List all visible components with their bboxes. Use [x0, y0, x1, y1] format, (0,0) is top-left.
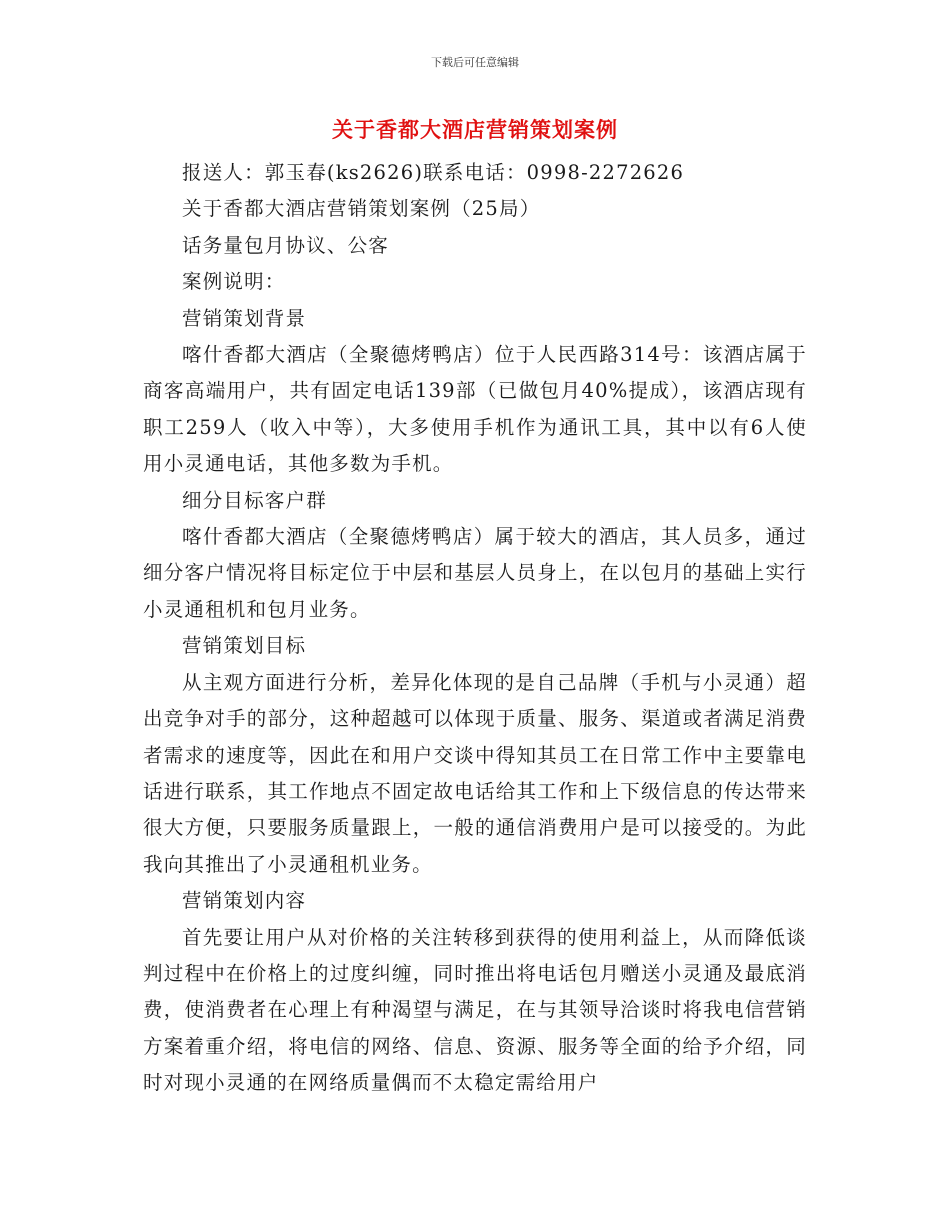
body-paragraph: 从主观方面进行分析，差异化体现的是自己品牌（手机与小灵通）超出竞争对手的部分，这种超越可以体现于质量、服务、渠道或者满足消费者需求的速度等，因此在和用户交谈中得知其员工在日常工作中主要靠电话进行联系，其工作地点不固定故电话给其工作和上下级信息的传达带来很大方便，只要服务质量跟上，一般的通信消费用户是可以接受的。为此我向其推出了小灵通租机业务。 [143, 670, 807, 876]
section-heading: 营销策划背景 [182, 306, 307, 330]
document-body [143, 155, 807, 1102]
body-paragraph: 喀什香都大酒店（全聚德烤鸭店）位于人民西路314号：该酒店属于商客高端用户，共有固定电话139部（已做包月40%提成），该酒店现有职工259人（收入中等），大多使用手机作为通讯工具，其中以有6人使用小灵通电话，其他多数为手机。 [143, 343, 807, 476]
header-note: 下载后可任意编辑 [431, 56, 519, 69]
case-subtitle: 关于香都大酒店营销策划案例（25局） [182, 197, 541, 221]
section-heading: 营销策划内容 [182, 889, 307, 913]
body-paragraph: 喀什香都大酒店（全聚德烤鸭店）属于较大的酒店，其人员多，通过细分客户情况将目标定位于中层和基层人员身上，在以包月的基础上实行小灵通租机和包月业务。 [143, 525, 807, 621]
reporter-line: 报送人：郭玉春(ks2626)联系电话：0998-2272626 [182, 161, 685, 184]
case-category: 话务量包月协议、公客 [182, 233, 390, 257]
section-heading: 营销策划目标 [182, 634, 307, 658]
document-title: 关于香都大酒店营销策划案例 [332, 118, 618, 142]
body-paragraph: 首先要让用户从对价格的关注转移到获得的使用利益上，从而降低谈判过程中在价格上的过度纠缠，同时推出将电话包月赠送小灵通及最底消费，使消费者在心理上有种渴望与满足，在与其领导洽谈时将我电信营销方案着重介绍，将电信的网络、信息、资源、服务等全面的给予介绍，同时对现小灵通的在网络质量偶而不太稳定需给用户 [143, 925, 807, 1095]
section-heading: 细分目标客户群 [182, 488, 327, 512]
section-heading: 案例说明： [182, 270, 286, 294]
